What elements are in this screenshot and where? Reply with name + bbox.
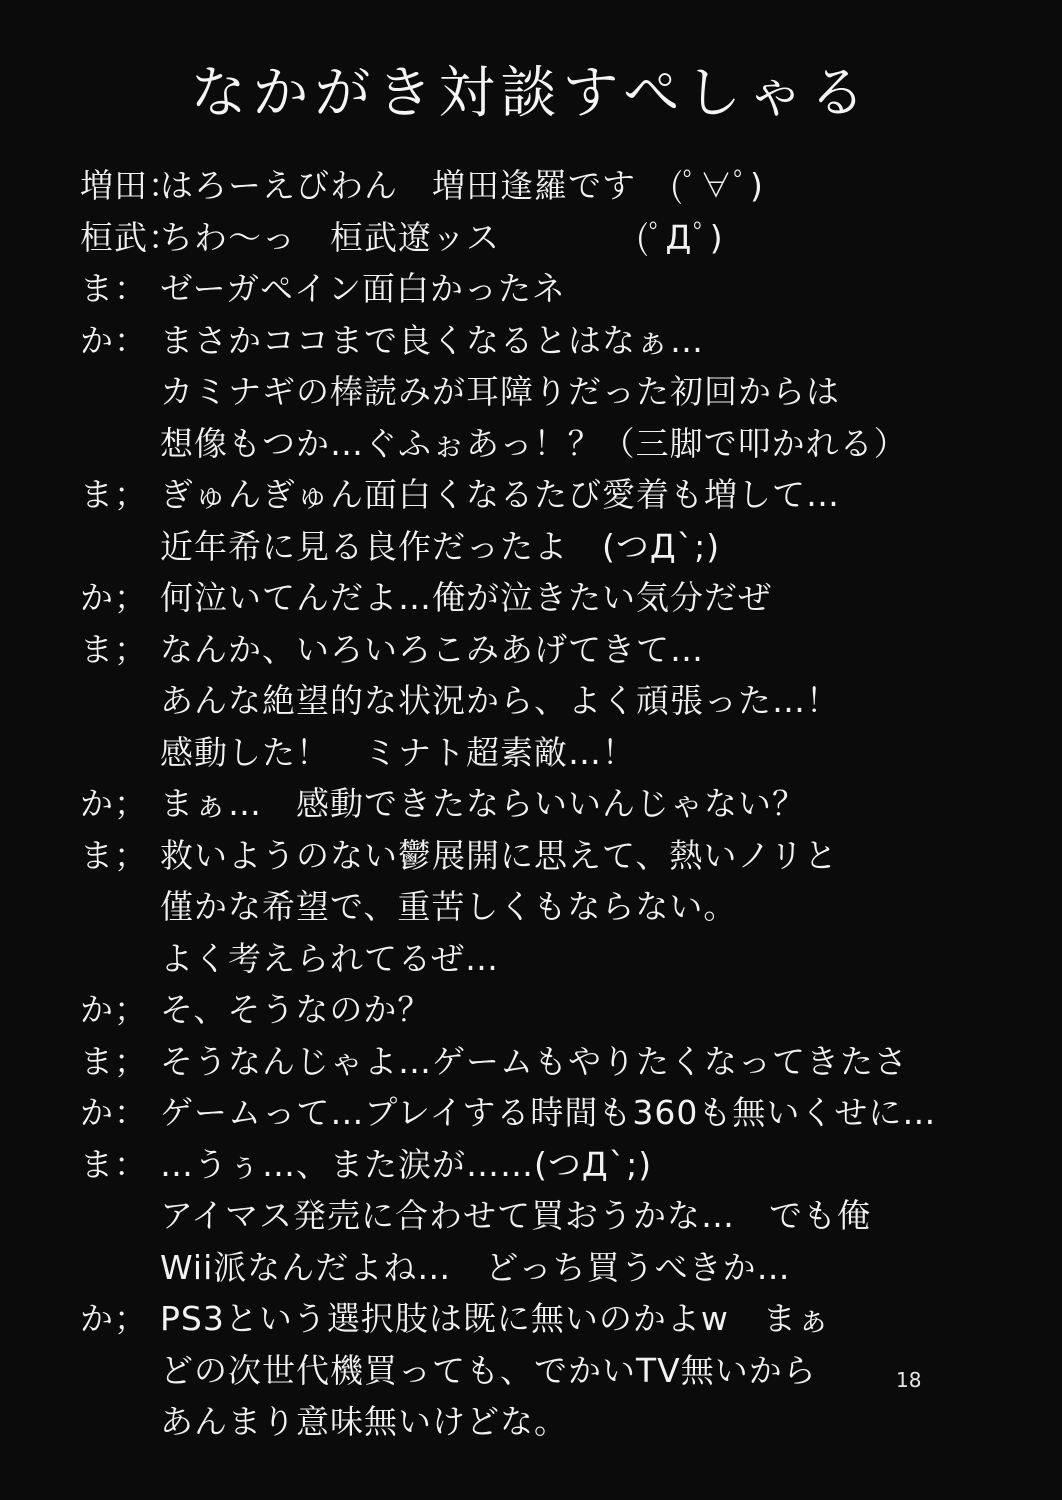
dialogue-line: [80, 1242, 1040, 1294]
speaker-label: ま：: [80, 1144, 148, 1184]
dialogue-text: ゼーガペイン面白かったネ: [160, 269, 567, 308]
page-title: なかがき対談すぺしゃる: [190, 61, 872, 126]
dialogue-line: [80, 366, 1040, 418]
page-number: 18: [896, 1368, 922, 1392]
dialogue-text: 想像もつか…ぐふぉあっ！？（三脚で叩かれる）: [160, 423, 908, 463]
dialogue-line: [80, 1190, 1040, 1242]
dialogue-text: あんな絶望的な状況から、よく頑張った…！: [160, 681, 840, 720]
dialogue-text: Wii派なんだよね… どっち買うべきか…: [160, 1247, 791, 1287]
dialogue-line: [80, 727, 1040, 779]
dialogue-text: カミナギの棒読みが耳障りだった初回からは: [160, 372, 840, 411]
speaker-label: ま：: [80, 269, 148, 308]
dialogue-text: はろーえびわん 増田逢羅です (ﾟ∀ﾟ): [160, 166, 764, 205]
dialogue-text: 僅かな希望で、重苦しくもならない。: [160, 887, 738, 926]
dialogue-line: [80, 881, 1040, 933]
dialogue-line: [80, 933, 1040, 985]
dialogue-text: 近年希に見る良作だったよ (つД`;): [160, 526, 721, 566]
speaker-label: ま；: [80, 835, 148, 875]
speaker-label: か：: [80, 320, 148, 360]
dialogue-text: ゲームって…プレイする時間も360も無いくせに…: [160, 1093, 937, 1132]
dialogue-line: [80, 572, 1040, 624]
dialogue-text: ちわ〜っ 桓武遼ッス (ﾟДﾟ): [160, 217, 724, 257]
dialogue-line: [80, 1139, 1040, 1191]
dialogue-line: [80, 418, 1040, 470]
dialogue-line: [80, 778, 1040, 830]
speaker-label: か；: [80, 990, 148, 1029]
speaker-label: 桓武：: [80, 217, 182, 257]
dialogue-line: [80, 1036, 1040, 1088]
speaker-label: ま；: [80, 475, 148, 514]
dialogue-text: まさかココまで良くなるとはなぁ…: [160, 320, 704, 360]
dialogue: [80, 160, 1040, 1448]
dialogue-text: PS3という選択肢は既に無いのかよw まぁ: [160, 1299, 831, 1338]
dialogue-text: あんまり意味無いけどな。: [160, 1402, 568, 1441]
dialogue-text: 何泣いてんだよ…俺が泣きたい気分だぜ: [160, 578, 772, 617]
dialogue-text: 救いようのない鬱展開に思えて、熱いノリと: [160, 835, 839, 875]
dialogue-line: [80, 263, 1040, 315]
speaker-label: か；: [80, 784, 148, 823]
dialogue-text: なんか、いろいろこみあげてきて…: [160, 629, 704, 669]
speaker-label: 増田：: [80, 166, 182, 205]
dialogue-line: [80, 469, 1040, 521]
dialogue-line: [80, 624, 1040, 676]
dialogue-text: そうなんじゃよ…ゲームもやりたくなってきたさ: [160, 1041, 908, 1081]
dialogue-line: [80, 1087, 1040, 1139]
speaker-label: ま；: [80, 1041, 148, 1081]
speaker-label: か；: [80, 1299, 148, 1338]
dialogue-text: …うぅ…、また涙が……(つД`;): [160, 1144, 653, 1184]
dialogue-line: [80, 1293, 1040, 1345]
speaker-label: ま；: [80, 629, 148, 669]
dialogue-line: [80, 315, 1040, 367]
dialogue-line: [80, 521, 1040, 573]
dialogue-line: [80, 160, 1040, 212]
dialogue-text: ぎゅんぎゅん面白くなるたび愛着も増して…: [160, 475, 840, 514]
dialogue-line: [80, 675, 1040, 727]
dialogue-text: アイマス発売に合わせて買おうかな… でも俺: [160, 1196, 872, 1235]
dialogue-line: [80, 1396, 1040, 1448]
dialogue-line: [80, 984, 1040, 1036]
speaker-label: か：: [80, 1093, 148, 1132]
dialogue-line: [80, 830, 1040, 882]
speaker-label: か；: [80, 578, 148, 617]
dialogue-text: そ、そうなのか？: [160, 990, 432, 1029]
dialogue-text: よく考えられてるぜ…: [160, 938, 500, 978]
dialogue-text: 感動した！ ミナト超素敵…！: [160, 732, 636, 772]
dialogue-line: [80, 212, 1040, 264]
dialogue-text: どの次世代機買っても、でかいTV無いから: [160, 1350, 817, 1390]
dialogue-text: まぁ… 感動できたならいいんじゃない？: [160, 784, 806, 823]
